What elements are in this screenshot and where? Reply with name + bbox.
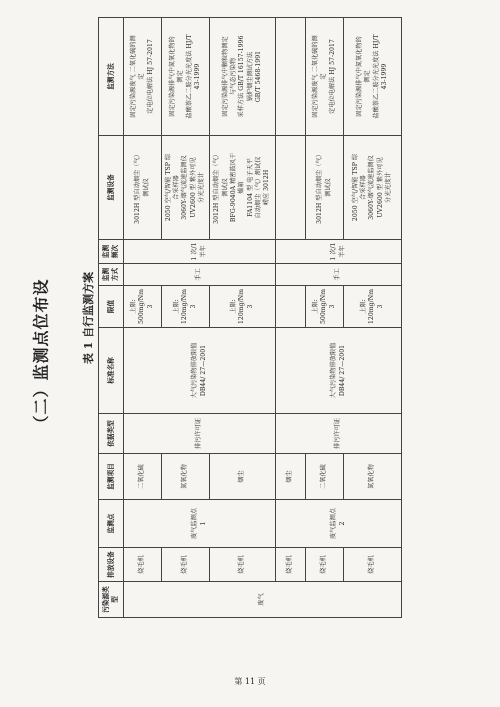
device-cell: 烧毛机 — [210, 548, 276, 582]
header-cell: 监测频次 — [99, 240, 124, 264]
header-cell: 监测项目 — [99, 454, 124, 500]
item-cell: 烟尘 — [276, 454, 306, 500]
device-cell: 烧毛机 — [162, 548, 210, 582]
table-row — [124, 18, 162, 618]
header-cell: 污染源类型 — [99, 582, 124, 618]
limit-cell: 上限: 500mg/Nm 3 — [306, 286, 344, 328]
basis-cell: 排污许可证 — [124, 414, 276, 454]
frequency-cell: 1 次/1 半年 — [276, 240, 402, 264]
item-cell: 氮氧化物 — [344, 454, 402, 500]
page-number: 第 11 页 — [234, 677, 266, 686]
header-cell: 排放设备 — [99, 548, 124, 582]
equipment-cell: 3012H 型自动烟尘（气） 测试仪 — [124, 136, 162, 240]
monitoring-point-cell: 废气监测点 1 — [124, 500, 276, 548]
equipment-cell: 2050 空气/智能 TSP 综 合采样器 3060Y-烟气流速监测仪 UV2600 型 紫外可见 分光光度计 — [344, 136, 402, 240]
standard-cell: 大气污染物排放限值 DB44/ 27—2001 — [124, 328, 276, 414]
frequency-cell: 1 次/1 半年 — [124, 240, 276, 264]
header-cell: 监测设备 — [99, 136, 124, 240]
method-cell: 固定污染源排气中颗粒物测定 与气态污染物 采样方法 GB/T 16157-1996 锅炉烟尘测试方法 GB/T 5468-1991 — [210, 18, 276, 136]
item-cell: 二氧化硫 — [124, 454, 162, 500]
header-cell: 标准名称 — [99, 328, 124, 414]
header-cell: 依据类型 — [99, 414, 124, 454]
pollution-type-cell: 废气 — [124, 582, 402, 618]
equipment-cell: 3012H 型自动烟尘（气） 测试仪 BFG-9040A 精密鼓风干 燥箱 FA1104 型 电子天平 自动烟尘（气）测试仪 崂应 3012H — [210, 136, 276, 240]
method-cell — [276, 18, 306, 136]
monitoring-plan-table — [98, 17, 402, 618]
equipment-cell — [276, 136, 306, 240]
header-row — [99, 18, 124, 618]
header-cell: 监测方法 — [99, 18, 124, 136]
equipment-cell: 2050 空气/智能 TSP 综 合采样器 3060Y-烟气流速监测仪 UV2600 型 紫外可见 分光光度计 — [162, 136, 210, 240]
basis-cell: 排污许可证 — [276, 414, 402, 454]
limit-cell: 上限: 120mg/Nm 3 — [210, 286, 276, 328]
item-cell: 烟尘 — [210, 454, 276, 500]
monitoring-point-cell: 废气监测点 2 — [276, 500, 402, 548]
equipment-cell: 3012H 型自动烟尘（气） 测试仪 — [306, 136, 344, 240]
rotated-table-page — [80, 18, 490, 618]
limit-cell: 上限: 500mg/Nm 3 — [124, 286, 162, 328]
table-caption: 表 1 自行监测方案 — [82, 271, 95, 365]
device-cell: 烧毛机 — [344, 548, 402, 582]
standard-cell: 大气污染物排放限值 DB44/ 27—2001 — [276, 328, 402, 414]
section-heading-text: （二）监测点位布设 — [31, 278, 51, 432]
header-cell: 监测点 — [99, 500, 124, 548]
item-cell: 二氧化硫 — [306, 454, 344, 500]
device-cell: 烧毛机 — [306, 548, 344, 582]
item-cell: 氮氧化物 — [162, 454, 210, 500]
method-cell: 固定污染源废气 二氧化硫的测 定 定电位电解法 HJ 57-2017 — [306, 18, 344, 136]
method-cell: 固定污染源排气中氮氧化物的 测定 盐酸萘乙二胺分光光度法 HJ/T 43-1999 — [162, 18, 210, 136]
method-cell: 固定污染源排气中氮氧化物的 测定 盐酸萘乙二胺分光光度法 HJ/T 43-1999 — [344, 18, 402, 136]
method-cell: 固定污染源废气 二氧化硫的测 定 定电位电解法 HJ 57-2017 — [124, 18, 162, 136]
device-cell: 烧毛机 — [124, 548, 162, 582]
mode-cell: 手工 — [124, 264, 276, 286]
limit-cell — [276, 286, 306, 328]
limit-cell: 上限: 120mg/Nm 3 — [162, 286, 210, 328]
header-cell: 限值 — [99, 286, 124, 328]
section-heading — [22, 95, 58, 615]
mode-cell: 手工 — [276, 264, 402, 286]
device-cell: 烧毛机 — [276, 548, 306, 582]
table-row — [276, 18, 306, 618]
header-cell: 监测方式 — [99, 264, 124, 286]
limit-cell: 上限: 120mg/Nm 3 — [344, 286, 402, 328]
